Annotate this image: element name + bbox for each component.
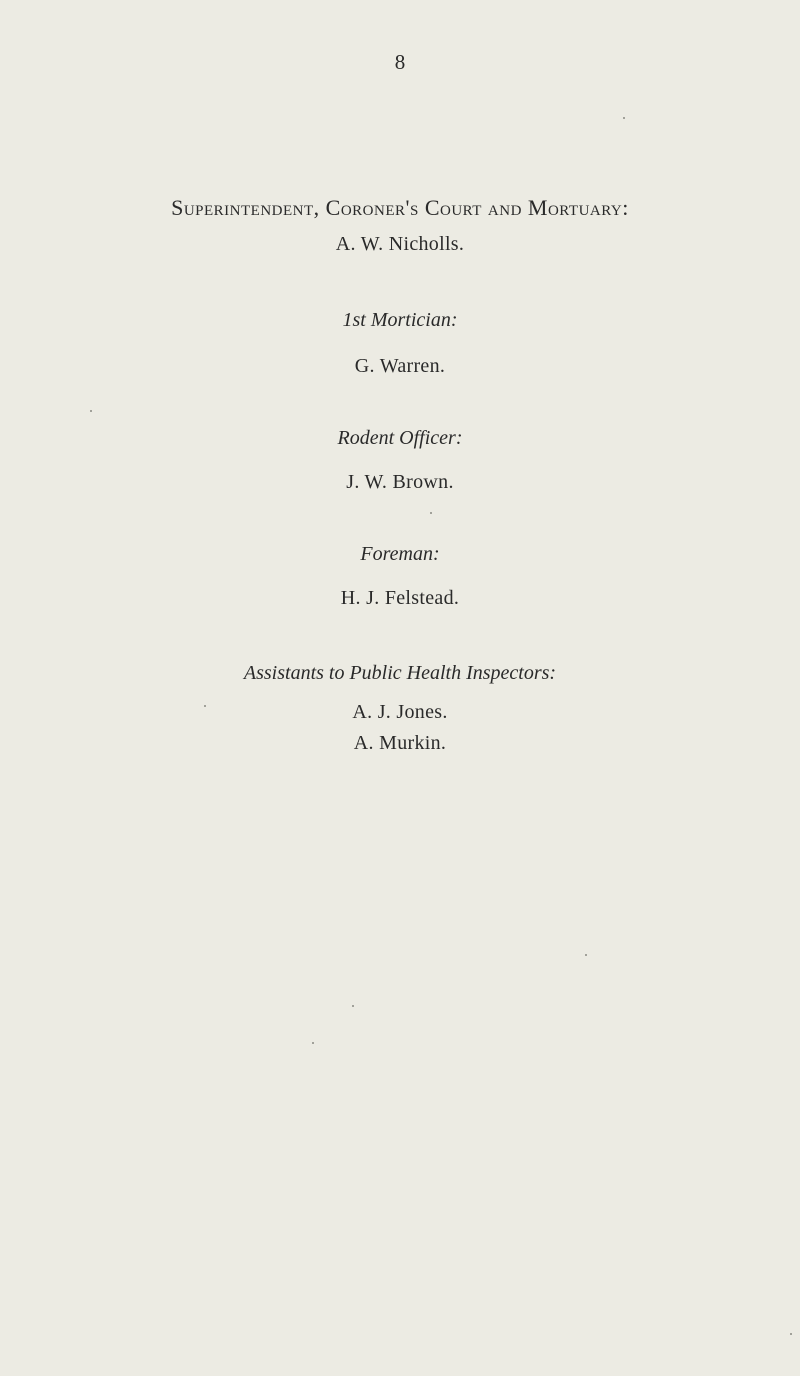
paper-speck <box>623 117 625 119</box>
paper-speck <box>430 512 432 514</box>
staff-name: A. J. Jones. <box>352 701 448 723</box>
paper-speck <box>90 410 92 412</box>
paper-speck <box>204 705 206 707</box>
staff-name: A. W. Nicholls. <box>335 233 465 255</box>
paper-speck <box>352 1005 354 1007</box>
section-heading-superintendent: Superintendent, Coroner's Court and Mortuary: <box>171 195 629 220</box>
section-heading-rodent-officer: Rodent Officer: <box>337 427 463 449</box>
paper-speck <box>312 1042 314 1044</box>
staff-name: J. W. Brown. <box>346 471 454 493</box>
staff-name: G. Warren. <box>354 355 446 377</box>
section-heading-assistants: Assistants to Public Health Inspectors: <box>243 662 557 684</box>
staff-name: A. Murkin. <box>353 732 447 754</box>
paper-speck <box>585 954 587 956</box>
page-number: 8 <box>394 50 406 74</box>
paper-speck <box>790 1333 792 1335</box>
section-heading-mortician: 1st Mortician: <box>342 309 458 331</box>
staff-name: H. J. Felstead. <box>340 587 460 609</box>
section-heading-foreman: Foreman: <box>360 543 440 565</box>
